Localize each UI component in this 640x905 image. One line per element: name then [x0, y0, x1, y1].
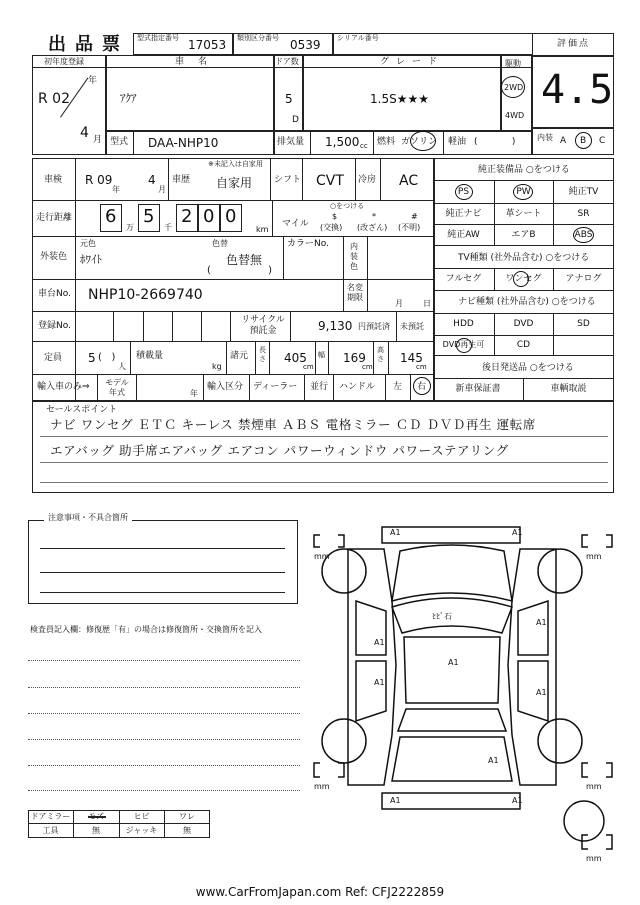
divider: [433, 313, 614, 314]
ruled-line: [40, 462, 608, 463]
door-type: D: [292, 115, 299, 125]
navi-hdd: HDD: [453, 319, 474, 329]
name-change-day: 日: [423, 299, 431, 308]
dotted-line: [28, 739, 300, 740]
diesel-bracket: ( ): [474, 137, 516, 147]
divider: [433, 268, 614, 269]
width-label: 幅: [318, 351, 325, 359]
model-number-label: 型式指定番号: [137, 34, 179, 42]
divider: [32, 67, 532, 68]
tv-title: TV種類 (社外品含む) ○をつける: [458, 253, 590, 263]
mm-label: mm: [586, 782, 602, 791]
name-change-label: 名変期限: [347, 283, 363, 302]
rating-label: 評価点: [557, 39, 591, 49]
model-value: DAA-NHP10: [148, 136, 219, 150]
divider: [269, 341, 270, 374]
unknown-symbol: #: [411, 212, 418, 221]
repaint-bracket: ( ): [207, 265, 273, 276]
mark-windshield: ﾋﾋﾞ石: [432, 612, 452, 621]
divider: [433, 245, 614, 246]
unknown-label: (不明): [398, 223, 421, 232]
divider: [203, 374, 204, 400]
divider: [433, 355, 614, 356]
divider: [433, 203, 614, 204]
divider: [343, 236, 344, 279]
first-reg-label: 初年度登録: [44, 57, 84, 66]
recycle-unpaid: 未預託: [400, 322, 424, 331]
equip-abs-circle: [573, 227, 594, 243]
serial-number-label: シリアル番号: [337, 34, 379, 42]
rear-glass: [398, 709, 506, 731]
fuel-label: 燃料: [377, 137, 396, 147]
divider: [355, 158, 356, 200]
mirror-header-3: ワレ: [179, 812, 195, 821]
divider: [226, 341, 227, 374]
recycle-label: リサイクル預託金: [241, 315, 285, 336]
divider: [433, 180, 614, 181]
divider: [230, 311, 231, 341]
model-number: 17053: [188, 38, 227, 52]
car-name: ｱｸｱ: [120, 92, 137, 105]
wheel-rear-right: [538, 719, 582, 763]
bracket: [338, 535, 344, 547]
mark-trunk: A1: [488, 756, 499, 765]
model-year-unit: 年: [190, 389, 198, 398]
mirror-header-2: ヒビ: [133, 812, 150, 821]
interior-a: A: [560, 136, 567, 146]
front-bumper: [382, 527, 520, 543]
reg-era: R 02: [38, 91, 70, 107]
divider: [532, 55, 614, 57]
divider: [373, 341, 374, 374]
mirror-header-0: ドアミラー: [30, 812, 71, 821]
divider: [105, 130, 532, 132]
mm-label: mm: [586, 854, 602, 863]
shaken-year-unit: 年: [112, 185, 120, 194]
later-warranty: 新車保証書: [455, 384, 501, 394]
divider: [433, 224, 614, 225]
exchange-symbol: $: [332, 212, 338, 221]
length-value: 405: [284, 351, 307, 365]
mark-right-front-door: A1: [536, 618, 547, 627]
divider: [315, 341, 316, 374]
reg-no-label: 登録No.: [38, 321, 71, 331]
hood: [392, 545, 512, 601]
car-damage-diagram: [300, 515, 630, 865]
mileage-digit-3: 2: [181, 206, 193, 227]
divider: [302, 55, 304, 130]
left-label: 左: [393, 382, 403, 392]
divider: [168, 158, 169, 200]
capacity-bracket: ( ): [98, 352, 116, 363]
tv-analog: アナログ: [565, 274, 602, 284]
bracket: [582, 535, 588, 547]
drive-4wd: 4WD: [505, 111, 525, 120]
shift-label: シフト: [274, 175, 302, 185]
jack-label: ジャッキ: [125, 826, 158, 835]
wheel-rear-left: [322, 719, 366, 763]
mm-label: mm: [586, 552, 602, 561]
usage-value: 自家用: [216, 176, 253, 190]
divider: [343, 279, 344, 311]
height-value: 145: [400, 351, 423, 365]
navi-dvd-play-circle: [456, 338, 472, 353]
chassis-label: 車台No.: [38, 289, 71, 299]
model-label: 型式: [110, 137, 129, 147]
mark-rear-bumper: A1: [390, 796, 401, 805]
divider: [32, 374, 433, 375]
note-unmarked: ※未記入は自家用: [208, 160, 263, 168]
displacement-label: 排気量: [277, 137, 305, 147]
divider: [500, 55, 502, 130]
ruled-line: [40, 548, 285, 549]
name-change-month: 月: [395, 299, 403, 308]
reg-year-unit: 年: [88, 76, 98, 86]
jack-value: 無: [183, 826, 191, 835]
divider: [380, 158, 381, 200]
wheel-front-right: [538, 549, 582, 593]
equip-leather: 革シート: [505, 209, 542, 219]
color-no-label: カラーNo.: [287, 239, 329, 249]
diesel-label: 軽油: [448, 137, 467, 147]
inspector-label: 検査員記入欄：修復歴「有」の場合は修復箇所・交換箇所を記入: [30, 625, 262, 634]
right-circle: [413, 377, 431, 395]
divider: [105, 55, 107, 155]
dotted-line: [28, 765, 300, 766]
mark-rear-right: A1: [512, 796, 523, 805]
interior-b-circle: [575, 132, 592, 149]
divider: [97, 374, 98, 400]
import-label: 輸入車のみ⇒: [37, 382, 90, 392]
navi-title: ナビ種類 (社外品含む) ○をつける: [458, 297, 596, 307]
bracket: [582, 835, 588, 849]
mileage-man: 万: [126, 223, 134, 232]
divider: [272, 200, 273, 236]
shift-value: CVT: [316, 173, 344, 189]
fuel-circle: [410, 131, 436, 151]
divider: [388, 341, 389, 374]
equip-pw: PW: [516, 187, 531, 197]
capacity-label: 定員: [44, 353, 63, 363]
drive-label: 駆動: [505, 59, 521, 68]
load-label: 積載量: [136, 351, 164, 361]
original-color-label: 元色: [80, 239, 96, 248]
divider: [273, 55, 275, 130]
divider: [201, 311, 202, 341]
model-year-label: モデル年式: [105, 378, 129, 397]
sales-title: セールスポイント: [46, 405, 118, 415]
footer-text: www.CarFromJapan.com Ref: CFJ2222859: [195, 885, 445, 899]
tools-value: 無: [92, 826, 100, 835]
divider: [443, 130, 444, 155]
divider: [32, 236, 433, 237]
divider: [290, 311, 291, 341]
width-unit: cm: [362, 363, 373, 371]
displacement-unit: cc: [360, 142, 368, 150]
divider: [136, 374, 137, 400]
divider: [304, 374, 305, 400]
load-unit: kg: [212, 362, 222, 371]
mileage-digit-4: 0: [203, 206, 215, 227]
tools-label: 工具: [42, 826, 59, 835]
reg-month: 4: [80, 125, 89, 141]
tampered-symbol: *: [372, 212, 376, 221]
divider: [302, 158, 303, 200]
mileage-digit-2: 5: [143, 206, 155, 227]
roof: [404, 637, 500, 703]
windshield: [392, 598, 512, 633]
ruled-line: [40, 482, 608, 483]
exterior-label: 外装色: [40, 252, 68, 262]
sales-line-1: ナビ ワンセグ ＥＴＣ キーレス 禁煙車 ＡＢＳ 電格ミラー ＣＤ ＤＶＤ再生 運転席: [50, 417, 536, 432]
divider: [283, 236, 284, 279]
rear-bumper: [382, 793, 520, 809]
bracket: [606, 535, 612, 547]
left-body: [348, 549, 396, 785]
mileage-digit-1: 6: [105, 206, 117, 227]
length-label: 長さ: [259, 346, 266, 363]
original-color: ﾎﾜｲﾄ: [80, 253, 102, 266]
recycle-unit: 円預託済: [358, 322, 390, 331]
equip-airbag: エアB: [511, 230, 536, 240]
ruled-line: [40, 436, 608, 437]
divider: [433, 335, 614, 336]
usage-label: 車歴: [172, 175, 191, 185]
navi-cd: CD: [516, 340, 531, 350]
divider: [433, 290, 614, 291]
tv-oneseg: ワンセグ: [505, 274, 542, 284]
dims-label: 諸元: [230, 351, 249, 361]
grade-label: グレード: [380, 57, 445, 67]
bracket: [338, 763, 344, 777]
strike-mark: [88, 816, 106, 818]
dotted-line: [28, 687, 300, 688]
mm-label: mm: [314, 782, 330, 791]
divider: [32, 311, 433, 312]
divider: [310, 130, 311, 155]
import-type-label: 輸入区分: [207, 382, 244, 392]
bracket: [314, 763, 320, 777]
navi-dvd-play: DVD再生可: [442, 340, 485, 349]
divider: [270, 158, 271, 200]
left-rear-door: [356, 661, 386, 721]
height-unit: cm: [416, 363, 427, 371]
dotted-line: [28, 660, 300, 661]
mileage-type-label: ○をつける: [330, 202, 365, 210]
bracket: [314, 535, 320, 547]
divider: [333, 374, 334, 400]
equip-sr: SR: [577, 209, 590, 219]
dotted-line: [28, 790, 300, 791]
bracket: [606, 835, 612, 849]
interior-b: B: [580, 136, 587, 146]
divider: [32, 400, 614, 402]
displacement-value: 1,500: [325, 135, 360, 149]
page-title: 出品票: [48, 34, 129, 55]
shaken-era: R 09: [85, 173, 113, 187]
bracket: [606, 763, 612, 777]
capacity-unit: 人: [118, 362, 126, 371]
mark-front-right: A1: [512, 528, 523, 537]
shaken-month: 4: [148, 173, 156, 187]
drive-2wd-circle: [501, 76, 525, 98]
interior-label: 内装: [537, 133, 553, 142]
fuel-value: ガソリン: [401, 137, 438, 147]
shaken-label: 車検: [44, 175, 63, 185]
mark-roof: A1: [448, 658, 459, 667]
equip-pw-circle: [513, 184, 533, 200]
rating-value: 4.5: [541, 67, 614, 113]
mm-label: mm: [314, 552, 330, 561]
mark-left-rear-door: A1: [374, 678, 385, 687]
equip-ps: PS: [457, 187, 470, 197]
mileage-unit: km: [256, 225, 269, 234]
width-value: 169: [343, 351, 366, 365]
divider: [133, 130, 134, 155]
tv-oneseg-circle: [513, 271, 529, 287]
ac-label: 冷房: [358, 175, 377, 185]
reg-month-unit: 月: [93, 135, 103, 145]
equip-tv: 純正TV: [568, 187, 599, 197]
divider: [130, 341, 131, 374]
divider: [255, 341, 256, 374]
right-label: 右: [417, 382, 427, 392]
equip-navi: 純正ナビ: [445, 209, 482, 219]
mark-front-bumper: A1: [390, 528, 401, 537]
equip-aw: 純正AW: [447, 230, 480, 240]
equipment-title: 純正装備品 ○をつける: [478, 165, 570, 175]
later-title: 後日発送品 ○をつける: [482, 363, 574, 373]
mileage-sen: 千: [164, 223, 172, 232]
doors-value: 5: [285, 92, 293, 106]
parallel-label: 並行: [310, 382, 329, 392]
mileage-digit-5: 0: [225, 206, 237, 227]
divider: [385, 374, 386, 400]
divider: [32, 200, 433, 201]
later-manual: 車輌取説: [550, 384, 587, 394]
dealer-label: ディーラー: [253, 382, 298, 392]
exchange-label: (交換): [320, 223, 343, 232]
equip-ps-circle: [455, 184, 473, 200]
right-body: [508, 549, 556, 785]
length-unit: cm: [303, 363, 314, 371]
mile-label: マイル: [282, 219, 309, 229]
divider: [249, 374, 250, 400]
tampered-label: (改ざん): [357, 223, 388, 232]
divider: [328, 341, 329, 374]
sales-line-2: エアバッグ 助手席エアバッグ エアコン パワーウィンドウ パワーステアリング: [50, 443, 509, 458]
doors-label: ドア数: [275, 57, 299, 66]
tv-fullseg: フルセグ: [445, 274, 482, 284]
navi-sd: SD: [577, 319, 590, 329]
mark-right-rear-door: A1: [536, 688, 547, 697]
bracket: [582, 763, 588, 777]
right-front-door: [518, 601, 548, 655]
divider: [143, 311, 144, 341]
repaint-label: 色替: [212, 239, 228, 248]
ac-value: AC: [399, 173, 419, 189]
interior-c: C: [599, 136, 606, 146]
recycle-amount: 9,130: [318, 319, 353, 333]
grade-value: 1.5S★★★: [370, 92, 429, 106]
divider: [172, 311, 173, 341]
divider: [410, 374, 411, 400]
category-number-label: 類別区分番号: [237, 34, 279, 42]
divider: [113, 311, 114, 341]
dotted-line: [28, 713, 300, 714]
chassis-value: NHP10-2669740: [88, 287, 203, 303]
car-name-label: 車名: [175, 57, 222, 67]
divider: [373, 130, 374, 155]
divider: [32, 279, 433, 280]
divider: [273, 130, 275, 155]
category-number: 0539: [290, 38, 321, 52]
caution-label: 注意事項・不具合箇所: [44, 514, 132, 522]
navi-dvd: DVD: [513, 319, 534, 329]
divider: [396, 311, 397, 341]
ruled-line: [40, 592, 285, 593]
interior-color-label: 内装色: [350, 242, 358, 271]
handle-label: ハンドル: [339, 382, 376, 392]
mark-left-front-door: A1: [374, 638, 385, 647]
equip-abs: ABS: [574, 230, 593, 240]
height-label: 高さ: [377, 346, 384, 363]
drive-2wd: 2WD: [504, 83, 524, 92]
ruled-line: [40, 572, 285, 573]
mileage-label: 走行距離: [36, 213, 73, 223]
shaken-month-unit: 月: [158, 185, 166, 194]
capacity-value: 5: [88, 351, 96, 365]
divider: [532, 127, 614, 129]
repaint-value: 色替無: [226, 253, 263, 267]
